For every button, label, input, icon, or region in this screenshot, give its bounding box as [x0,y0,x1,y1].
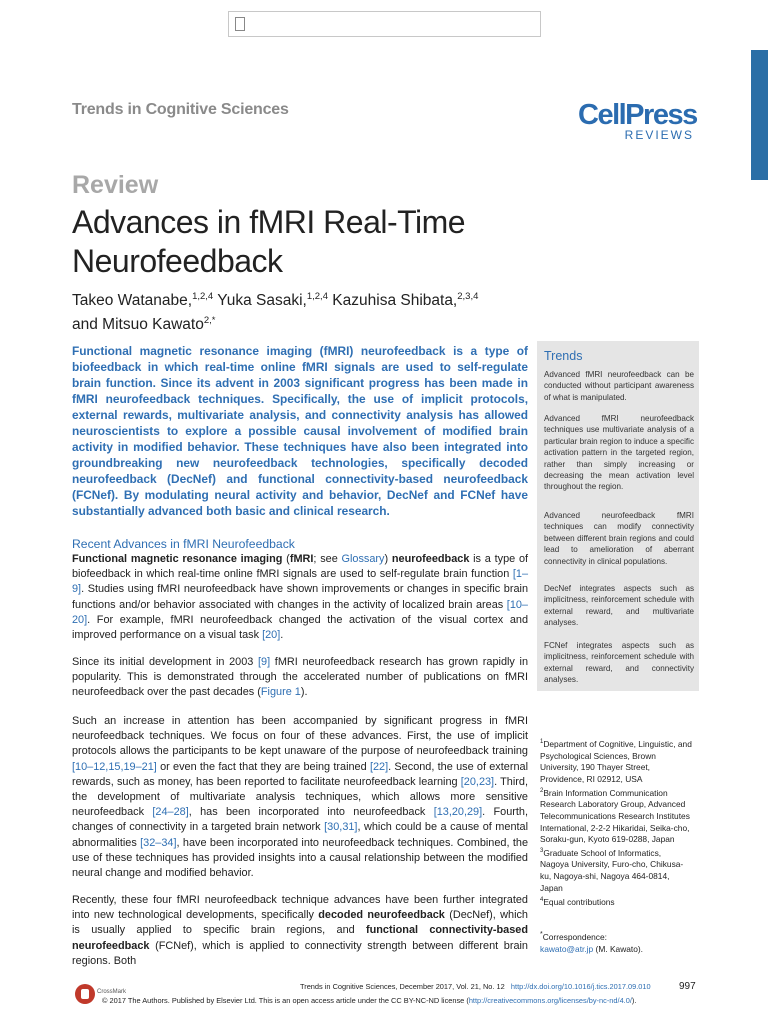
text-run: Recently, these four fMRI neurofeedback technique advances have been further integrated into new technological developments, specifically [72,894,528,922]
article-type: Review [72,171,159,199]
text-run: (FCNef), which is applied to connectivity strength between different brain regions. Both [72,939,528,967]
page-number: 997 [679,981,696,992]
side-color-tab [751,50,768,180]
text-run: (DecNef), which is usually applied to specific brain regions, and [72,909,528,937]
term-bold: fMRI [289,553,314,565]
text-run: . Studies using fMRI neurofeedback have shown improvements or changes in specific brain functions and/or behavior associated with changes in the activity of localized brain areas [72,583,528,611]
page-icon [235,17,245,31]
section-heading: Recent Advances in fMRI Neurofeedback [72,537,295,551]
text-run: . Fourth, changes of connectivity in a targeted brain network [72,806,528,834]
body-paragraph-3 [72,714,528,881]
glossary-link[interactable]: Glossary [341,553,385,565]
crossmark-label: CrossMark [97,989,127,995]
corr-star: * [540,931,543,938]
top-search-box[interactable] [228,11,541,37]
license-text: © 2017 The Authors. Published by Elsevier Ltd. This is an open access article under the CC BY-NC-ND license ( [102,996,469,1005]
affiliation: $^4$Equal contributions [540,896,615,907]
text-run: Such an increase in attention has been accompanied by significant progress in fMRI neurofeedback techniques. We focus on four of these advances. First, the use of implicit protocols allows the participants to be kept unaware of the purpose of neurofeedback training [72,715,528,758]
corr-label: Correspondence: [542,931,607,942]
citation-text: Trends in Cognitive Sciences, December 2017, Vol. 21, No. 12 [300,982,505,991]
trend-item: DecNef integrates aspects such as implicitness, reinforcement schedule with external reward, and multivariate analyses. [544,584,694,628]
trend-item: Advanced fMRI neurofeedback techniques use multivariate analysis of a particular brain region to induce a specific activation pattern in the targeted region, rather than simply increasing or decreasing the mean activation level throughout the region. [544,414,694,492]
reference-link[interactable]: [20] [262,629,281,642]
reference-link[interactable]: [1–9] [72,568,528,596]
footer-citation [300,982,651,991]
author-affil: 2,* [203,315,216,327]
article-title: Advances in fMRI Real-Time Neurofeedback [72,204,466,279]
reference-link[interactable]: [22] [369,760,389,773]
text-run: ( [282,553,290,565]
text-run: . Second, the use of external rewards, such as money, has been reported to facilitate neurofeedback learning [72,760,528,788]
text-run: . [280,629,284,642]
author-name: Yuka Sasaki, [217,292,307,310]
text-run: . For example, fMRI neurofeedback changed the activation of the visual cortex and improved performance on a visual task [72,613,528,642]
text-run: fMRI neurofeedback research has grown rapidly in popularity. This is demonstrated through the accelerated number of publications on fMRI neurofeedback over the past decades ( [72,656,529,699]
text-run: Since its initial development in 2003 [72,656,259,668]
reference-link[interactable]: [32–34] [140,836,177,849]
trend-item: Advanced neurofeedback fMRI techniques can modify connectivity between different brain regions and could lead to amelioration of aberrant connectivity in clinical populations. [544,511,694,566]
affiliations [540,737,692,908]
reference-link[interactable]: [20,23] [460,775,495,788]
reference-link[interactable]: [10–20] [72,598,528,626]
reference-link[interactable]: [13,20,29] [433,806,483,819]
trend-item: Advanced fMRI neurofeedback can be conducted without participant awareness of what is manipulated. [544,370,694,402]
logo-main: CellPress [578,99,697,131]
author-name: Takeo Watanabe, [72,292,193,310]
author-affil: 1,2,4 [306,291,328,302]
body-paragraph-1 [72,552,528,643]
license-link[interactable]: http://creativecommons.org/licenses/by-nc-nd/4.0/ [468,996,632,1005]
author-name: Kazuhisa Shibata, [332,292,458,310]
email-link[interactable]: kawato@atr.jp [540,943,594,954]
term-bold: Functional magnetic resonance imaging [72,553,283,565]
correspondence [540,929,692,955]
text-run: ) [384,553,392,565]
term-bold: decoded neurofeedback [318,909,445,922]
text-run: is a type of biofeedback in which real-time online fMRI signals are used to self-regulate brain function [72,553,529,581]
reference-link[interactable]: [30,31] [324,821,358,834]
trends-heading: Trends [544,349,583,363]
text-run: , have been incorporated into neurofeedback techniques. Combined, the use of these techniques has provided insights into a causal relationship between the modified neural change and modified behavior. [72,836,529,880]
cellpress-logo [578,100,708,142]
text-run: , which could be a cause of mental abnormalities [72,821,528,849]
text-run: or even the fact that they are being trained [156,760,370,773]
reference-link[interactable]: [9] [258,656,271,668]
term-bold: neurofeedback [391,553,470,565]
crossmark-icon[interactable] [75,984,95,1004]
term-bold: functional connectivity-based neurofeedback [72,924,528,952]
text-run: , has been incorporated into neurofeedback [188,806,434,819]
text-run: . Third, the development of multivariate analysis techniques, which allows more sensitive neurofeedback [72,775,528,819]
author-name: and Mitsuo Kawato [72,316,204,334]
trends-box [537,341,699,691]
affiliation: $^3$Graduate School of Informatics, Nagoya University, Furo-cho, Chikusa-ku, Nagoya-shi, Nagoya 464-0814, Japan [540,847,684,893]
logo-sub: REVIEWS [624,128,694,142]
author-list [72,287,542,335]
abstract: Functional magnetic resonance imaging (fMRI) neurofeedback is a type of biofeedback in which real-time online fMRI signals are used to self-regulate brain function. Since its advent in 2003 significant progress has been made in fMRI neurofeedback techniques. Specifically, the use of implicit protocols, external rewards, multivariate analysis, and connectivity analysis has allowed neuroscientists to explore a possible causal involvement of modified brain activity in modified behavior. These techniques have also been integrated into groundbreaking new neurofeedback technologies, specifically decoded neurofeedback (DecNef) and functional connectivity-based neurofeedback (FCNef). By modulating neural activity and behavior, DecNef and FCNef have substantially advanced both basic and clinical research. [72,344,528,518]
figure-link[interactable]: Figure 1 [260,686,301,699]
body-paragraph-4 [72,893,528,969]
doi-link[interactable]: http://dx.doi.org/10.1016/j.tics.2017.09.010 [510,982,651,991]
reference-link[interactable]: [24–28] [152,806,189,819]
journal-name: Trends in Cognitive Sciences [72,101,289,118]
body-paragraph-2 [72,655,528,701]
license-text-end: ). [631,996,637,1005]
text-run: ). [300,686,308,699]
author-affil: 2,3,4 [457,291,479,302]
author-affil: 1,2,4 [192,291,214,302]
affiliation: $^1$Department of Cognitive, Linguistic, and Psychological Sciences, Brown University, 190 Thayer Street, Providence, RI 02912, USA [540,738,692,784]
text-run: ; see [313,553,342,565]
affiliation: $^2$Brain Information Communication Research Laboratory Group, Advanced Telecommunications Research Institutes International, 2-2-2 Hikaridai, Seika-cho, Soraku-gun, Kyoto 619-0288, Japan [540,787,690,845]
footer-license [102,996,636,1005]
trend-item: FCNef integrates aspects such as implicitness, reinforcement schedule with external reward, and connectivity analyses. [544,641,694,685]
corr-name: (M. Kawato). [593,943,643,954]
reference-link[interactable]: [10–12,15,19–21] [72,760,157,773]
